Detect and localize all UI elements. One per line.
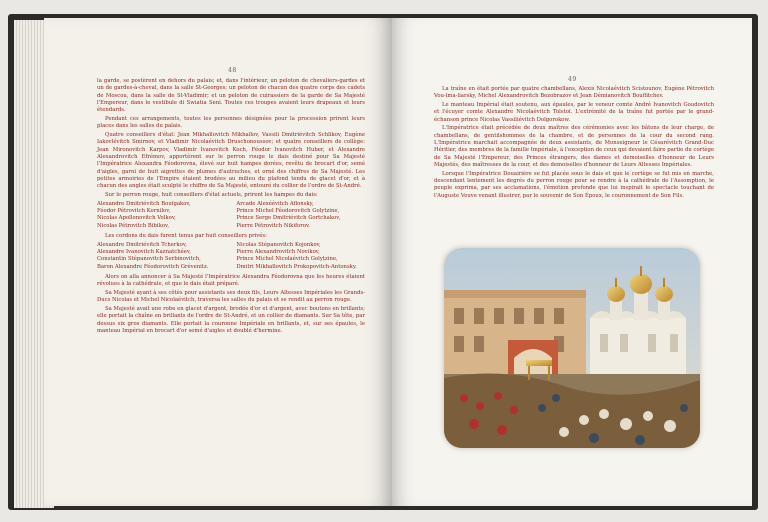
list-item: Alexandre Ivanovitch Kaznatchéev, bbox=[97, 249, 191, 256]
right-para-1: La traîne en était portée par quatre chambellans, Alexis Nicolaévitch Scistounov, Eugène Pétrovitch Vou-lma-liarsky, Michel Alexandrovitch Bezobrazov et Jean Démianovitch Bouflitchev. bbox=[434, 86, 714, 100]
list-item: Nicolas Stépanovitch Kojonkov, bbox=[236, 241, 321, 248]
right-para-2: Le manteau Impérial était soutenu, aux épaules, par le veneur comte André Ivanovitch Goudovitch et l'écuyer comte Alexandre Nicolaévitch Tolstoï. L'extrémité de la traîne fut portée par le grand-échanson prince Nicolas Vassiliévitch Dolgorokow. bbox=[434, 102, 714, 123]
right-page-text bbox=[434, 86, 714, 201]
left-page-number: 48 bbox=[228, 67, 237, 74]
left-para-6: Alors on alla annoncer à Sa Majesté l'Impératrice Alexandra Féodorovna que les heures étaient révolues à la cathédrale, et que le dais était préparé. bbox=[97, 273, 365, 288]
right-para-3: L'Impératrice était précédée de deux maîtres des cérémonies avec les bâtons de leur charge, de chambellans, de gentilshommes de la chambre, et de personnes de la cour du second rang. L'Impératrice marchait accompagnée de deux assistants, de Monseigneur le Césarévitch Grand-Duc Héritier, des membres de la famille Impériale, à l'exception de ceux qui devaient faire partie du cortège de Sa Majesté l'Empereur, des Princes étrangers, des dames et demoiselles d'honneur de Leurs Majestés, des maîtresses de la cour, et des demoiselles d'honneur de Leurs Altesses Impériales. bbox=[434, 125, 714, 168]
list-item: Dmitri Mikhaïlovitch Prokopovitch-Antonsky. bbox=[236, 263, 357, 270]
list-item: Arcade Alexéévitch Aflonsky, bbox=[236, 200, 314, 207]
list-item: Alexandre Dmitriévitch Bouïgakov, bbox=[97, 200, 191, 207]
coronation-procession-illustration bbox=[444, 248, 700, 448]
list-item: Pierre Pétrovitch Nikiforov. bbox=[236, 222, 310, 229]
left-para-5: Les cordons du dais furent tenus par huit conseillers privés: bbox=[105, 232, 267, 239]
open-book bbox=[8, 14, 760, 512]
list-item: Nicolas Pétrovitch Bibikov, bbox=[97, 222, 170, 229]
list-item: Prince Serge Dmitriévitch Gortchakov, bbox=[236, 215, 341, 222]
list-item: Alexandre Dmitriévitch Tcherkov, bbox=[97, 241, 187, 248]
left-para-8: Sa Majesté avait une robe en glacet d'argent, brodée d'or et d'argent, avec boutons en brillants; elle portait la chaîne en brillants de l'ordre de St-André, et un collier de diamants. Sur Sa tête, par dessus six gros diamants. Elle portait la couronne Impériale en brillants, et, sur ses épaules, le manteau Impérial en brocart d'or semé d'aigles et doublé d'hermine. bbox=[97, 306, 365, 334]
left-para-2: Pendant ces arrangements, toutes les personnes désignées pour la procession prirent leurs places dans les salles du palais. bbox=[97, 115, 365, 130]
right-page-number: 49 bbox=[568, 76, 577, 83]
right-para-4: Lorsque l'Impératrice Douairière se fut placée sous le dais et que le cortège se fut mis en marche, descendant lentement les degrés du perron rouge pour se rendre à la cathédrale de l'Assomption, le peuple exprima, par ses acclamations, l'émotion profonde que lui inspirait le spectacle touchant de l'Auguste Veuve venant illustrer, par le souvenir de Son Époux, le couronnement de Son Fils. bbox=[434, 170, 714, 199]
left-para-1: la garde, se postèrent en dehors du palais; et, dans l'intérieur, un peloton de chevaliers-gardes et un de gardes-à-cheval, dans la salle St-Georges; un peloton de chacun des quatre corps des cadets de Moscou, dans la salle de St-Vladimir; et un peloton de cuirassiers de la garde de Sa Majesté l'Empereur, dans le vestibule di Swiatia Seni. Toutes ces troupes avaient leurs drapeaux et leurs étendards. bbox=[97, 78, 365, 114]
illustration-svg bbox=[444, 248, 700, 448]
list-item: Féodor Pétrovitch Kornilov, bbox=[97, 208, 171, 215]
list-item: Prince Michel Féodorovitch Golytzine, bbox=[236, 208, 340, 215]
left-para-3: Quatre conseillers d'état: Jean Mikhaïlovitch Mikhaïlov, Vassili Dmitriévitch Schlikov, Eugène Iakovlévitch Smirnov, et Vladimir Nicolaévitch Druschonoussov; et quatre conseillers de collège: Jean Mironovitch Karpov, Vladimir Ivanovitch Koch, Féodor Ivanovitch Huber, et Alexandre Alexandrovitch Efrémov, apportèrent sur le perron rouge le dais destiné pour Sa Majesté l'Impératrice Alexandra Féodorovna, élevé sur huit hampes dorées, revêtu de brocart d'or, semé d'aigles, garni de huit aigrettes de plumes d'autruches, et orné des chiffres de Sa Majesté. Les petites armoiries de l'Empire étaient brodées au milieu du plafond tendu de glacet d'or, et à chacun des angles était sculpté le chiffre de Sa Majesté, entouré du collier de l'ordre de St-André. bbox=[97, 132, 365, 190]
list-item: Pierre Alexandrovitch Novikov, bbox=[236, 249, 320, 256]
list-item: Constantin Stépanovitch Serbinovitch, bbox=[97, 256, 201, 263]
list-item: Prince Michel Nicolaévitch Golytzine, bbox=[236, 256, 338, 263]
canopy-cords-list bbox=[97, 242, 365, 271]
left-para-4: Sur le perron rouge, huit conseillers d'état actuels, prirent les hampes du dais: bbox=[105, 191, 318, 198]
left-page bbox=[44, 18, 392, 506]
left-para-7: Sa Majesté ayant à ses côtés pour assistants ses deux fils, Leurs Altesses Impériales les Grands-Ducs Nicolas et Michel Nicolaévitch, traversa les salles du palais et se rendit au perron rouge. bbox=[97, 290, 365, 304]
list-item: Baron Alexandre Féodorovitch Grévenitz. bbox=[97, 263, 209, 270]
right-page bbox=[392, 18, 752, 506]
canopy-bearers-list bbox=[97, 201, 365, 230]
left-page-text bbox=[97, 78, 365, 337]
list-item: Nicolas Apollonovitch Volkov, bbox=[97, 215, 176, 222]
